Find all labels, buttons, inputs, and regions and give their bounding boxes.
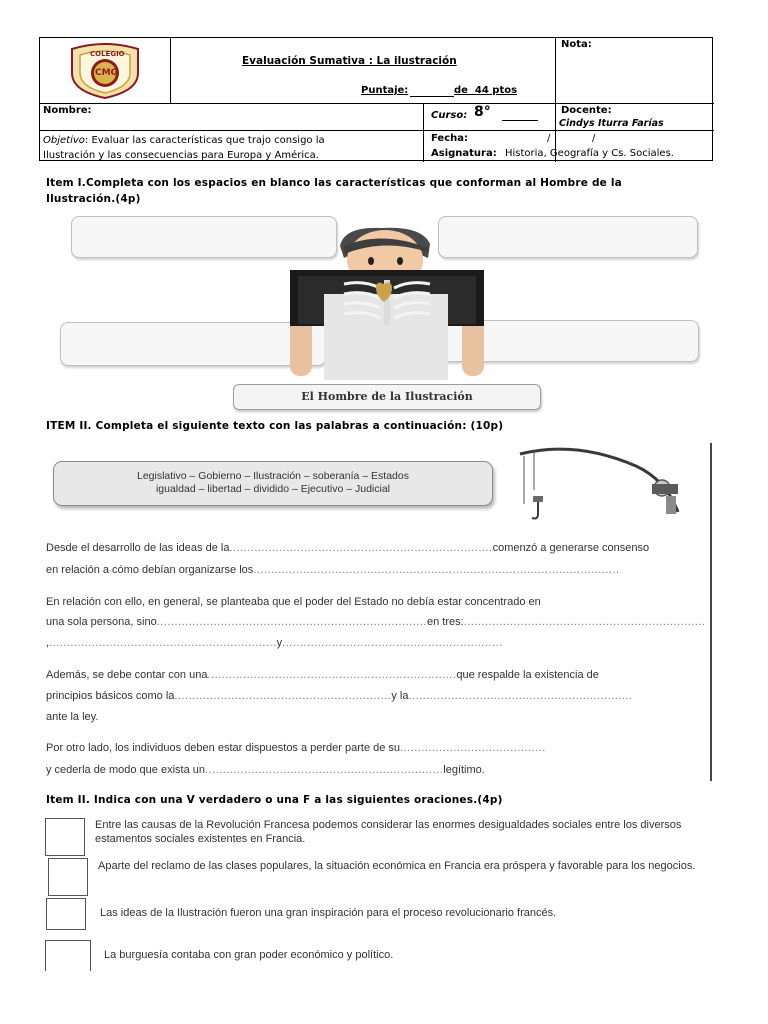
asignatura-value: Historia, Geografía y Cs. Sociales.	[505, 148, 674, 159]
item2-title: ITEM II. Completa el siguiente texto con las palabras a continuación: (10p)	[46, 420, 504, 432]
docente-label: Docente:	[561, 105, 612, 116]
p1-text-c: en relación a cómo debían organizarse los	[46, 564, 254, 576]
blank-estados[interactable]: .......................................................................................................	[253, 564, 620, 576]
p3-text-b: que respalde la existencia de	[456, 669, 599, 681]
item1-title	[46, 175, 622, 207]
p4-text-b: y cederla de modo que exista un	[46, 764, 205, 776]
item1-title-line2: Ilustración.(4p)	[46, 193, 141, 205]
true-false-box-2[interactable]	[48, 858, 88, 896]
p2-text-b: una sola persona, sino	[46, 616, 157, 628]
paragraph-3-line-1	[46, 669, 599, 681]
paragraph-4-line-2	[46, 764, 485, 776]
p1-text-a: Desde el desarrollo de las ideas de la	[46, 542, 230, 554]
paragraph-3-line-3	[46, 711, 98, 723]
word-bank-line-2: igualdad – libertad – dividido – Ejecutivo – Judicial	[155, 483, 391, 495]
illustration-caption	[233, 384, 541, 410]
objetivo-label: Objetivo	[43, 135, 85, 146]
true-false-box-4[interactable]	[45, 940, 91, 971]
blank-poder-3[interactable]: ..............................................................	[282, 637, 503, 649]
p2-text-c: en tres:	[426, 616, 464, 628]
p2-text-d: ,	[46, 637, 50, 649]
docente-value: Cindys Iturra Farías	[559, 118, 664, 129]
blank-gobierno[interactable]: ......................................................................	[207, 669, 457, 681]
blank-poder-2[interactable]: ................................................................	[49, 637, 277, 649]
paragraph-1-line-1	[46, 542, 649, 554]
paragraph-2-line-1	[46, 596, 541, 608]
section-divider	[710, 443, 712, 781]
p1-text-b: comenzó a generarse consenso	[492, 542, 650, 554]
curso-blank[interactable]	[502, 120, 538, 121]
illustration-caption-text: El Hombre de la Ilustración	[301, 390, 473, 403]
puntaje-suffix: de 44 ptos	[454, 85, 518, 96]
paragraph-3-line-2	[46, 690, 633, 702]
blank-libertad[interactable]: .............................................................	[174, 690, 392, 702]
blank-dividido[interactable]: ............................................................................	[156, 616, 427, 628]
page-title: Evaluación Sumativa : La ilustración	[242, 55, 457, 67]
logo-text: COLEGIO	[90, 50, 125, 58]
fecha-slash-1: /	[547, 133, 551, 144]
blank-igualdad[interactable]: ...............................................................	[408, 690, 633, 702]
objetivo-line-2: Ilustración y las consecuencias para Europa y América.	[43, 150, 319, 161]
blank-gobierno-legitimo[interactable]: ...................................................................	[205, 764, 444, 776]
p4-text-a: Por otro lado, los individuos deben estar dispuestos a perder parte de su	[46, 742, 401, 754]
school-logo	[60, 43, 150, 99]
blank-soberania[interactable]: .........................................	[400, 742, 546, 754]
paragraph-4-line-1	[46, 742, 546, 754]
paragraph-1-line-2	[46, 564, 620, 576]
statement-4: La burguesía contaba con gran poder económico y político.	[104, 949, 394, 961]
fecha-label: Fecha:	[431, 133, 469, 144]
objetivo-line-1: : Evaluar las características que trajo consigo la	[84, 135, 325, 146]
true-false-box-3[interactable]	[46, 898, 86, 930]
logo-initials: CMG	[95, 68, 118, 78]
paragraph-2-line-2	[46, 616, 705, 628]
enlightenment-man-illustration	[284, 224, 490, 380]
blank-poder-1[interactable]: ....................................................................	[463, 616, 706, 628]
fecha-slash-2: /	[592, 133, 596, 144]
word-bank	[53, 461, 493, 506]
p3-text-c: principios básicos como la	[46, 690, 175, 702]
item1-title-line1: Item I.Completa con los espacios en blanco las características que conforman al Hombre de la	[46, 177, 622, 189]
objetivo-text	[43, 133, 423, 163]
p3-text-d: y la	[391, 690, 409, 702]
paragraph-2-line-3	[46, 637, 503, 649]
puntaje-label: Puntaje:	[361, 85, 409, 96]
word-bank-line-1: Legislativo – Gobierno – Ilustración – soberanía – Estados	[136, 470, 409, 482]
blank-ilustracion[interactable]: ..........................................................................	[229, 542, 493, 554]
asignatura-label: Asignatura:	[431, 148, 497, 159]
p3-text-a: Además, se debe contar con una	[46, 669, 208, 681]
nombre-label: Nombre:	[43, 105, 92, 116]
curso-value: 8°	[474, 104, 491, 120]
statement-2: Aparte del reclamo de las clases populares, la situación económica en Francia era próspera y favorable para los negocios.	[98, 860, 696, 872]
p4-text-c: legítimo.	[443, 764, 485, 776]
true-false-box-1[interactable]	[45, 818, 85, 856]
curso-label: Curso:	[431, 110, 468, 121]
puntaje-blank[interactable]	[410, 96, 454, 97]
statement-3: Las ideas de la Ilustración fueron una gran inspiración para el proceso revolucionario francés.	[100, 907, 557, 919]
item3-title: Item II. Indica con una V verdadero o una F a las siguientes oraciones.(4p)	[46, 794, 503, 806]
p2-text-e: y	[276, 637, 283, 649]
fishing-rod-icon	[516, 446, 686, 522]
p3-text-e: ante la ley.	[46, 711, 99, 723]
p2-text-a: En relación con ello, en general, se planteaba que el poder del Estado no debía estar concentrado en	[46, 596, 541, 608]
statement-1: Entre las causas de la Revolución Francesa podemos considerar las enormes desigualdades sociales entre los diversos estamentos sociales existentes en Francia.	[95, 819, 682, 845]
nota-label: Nota:	[561, 39, 592, 50]
